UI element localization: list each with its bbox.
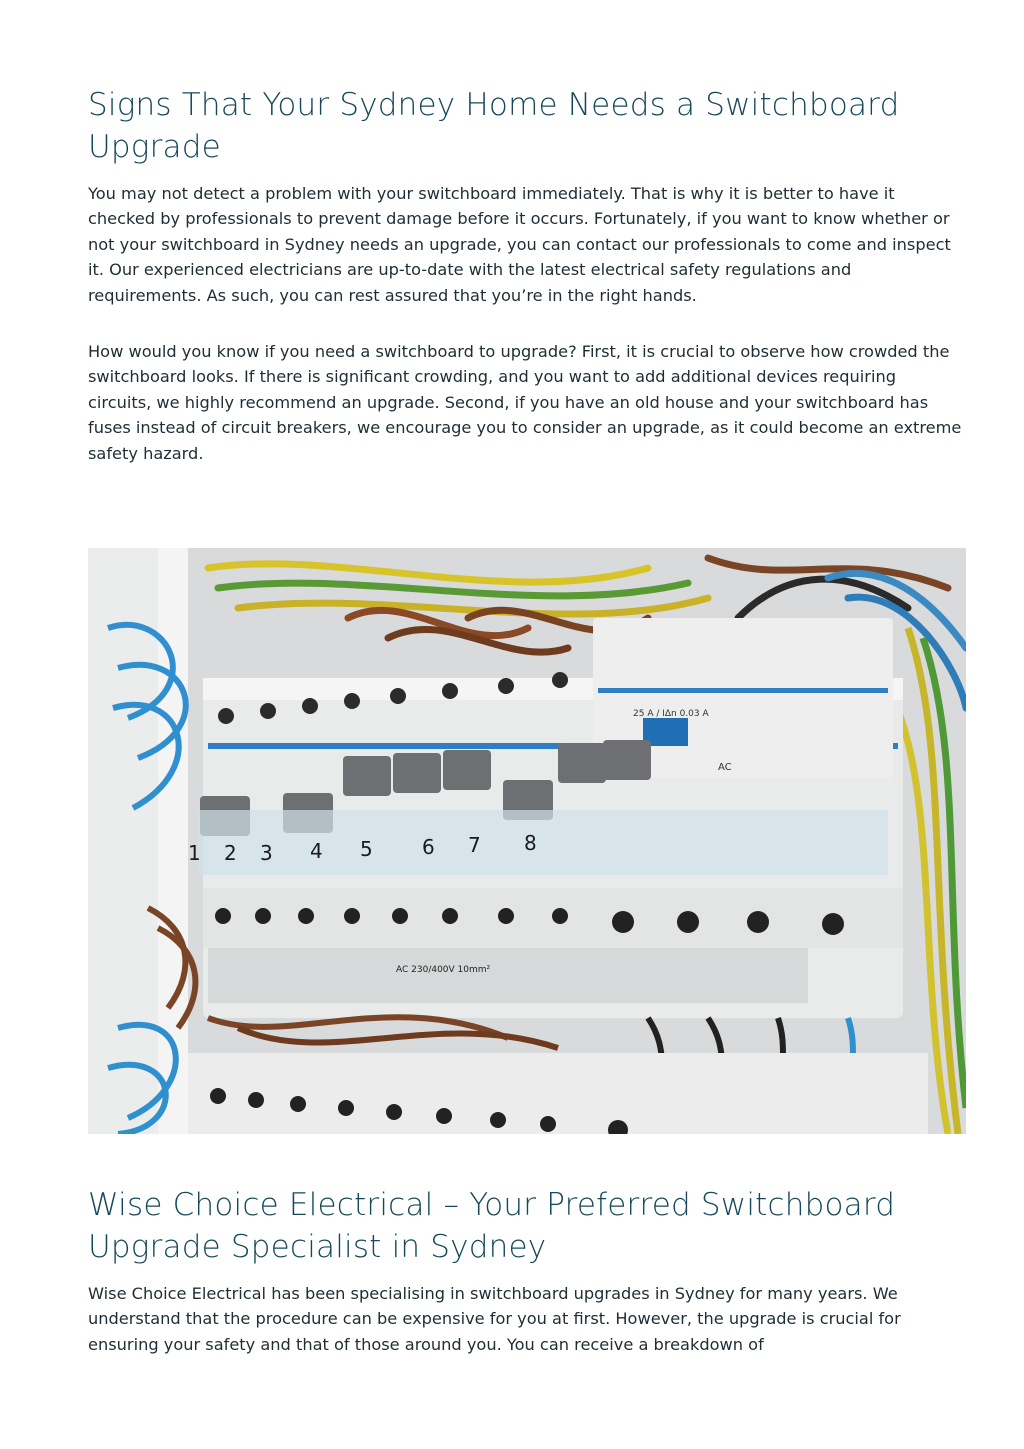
section-title-signs: Signs That Your Sydney Home Needs a Switchboard Upgrade (88, 87, 900, 165)
upgrade-signs-paragraph: How would you know if you need a switchboard to upgrade? First, it is crucial to observe how crowded the switchboard looks. If there is significant crowding, and you want to add additional devices requiring circuits, we highly recommend an upgrade. Second, if you have an old house and your switchboard has fuses instead of circuit breakers, we encourage you to consider an upgrade, as it could become an extreme safety hazard. (88, 342, 962, 463)
breaker-number-2: 2 (224, 841, 237, 865)
breaker-number-6: 6 (422, 835, 435, 859)
wise-choice-paragraph: Wise Choice Electrical has been specialising in switchboard upgrades in Sydney for many years. We understand that the procedure can be expensive for you at first. However, the upgrade is crucial for ensuring your safety and that of those around you. You can receive a breakdown of (88, 1284, 901, 1354)
breaker-number-3: 3 (260, 841, 273, 865)
intro-paragraph: You may not detect a problem with your switchboard immediately. That is why it is better to have it checked by professionals to prevent damage before it occurs. Fortunately, if you want to know whether or not your switchboard in Sydney needs an upgrade, you can contact our professionals to come and inspect it. Our experienced electricians are up-to-date with the latest electrical safety regulations and requirements. As such, you can rest assured that you’re in the right hands. (88, 184, 951, 305)
breaker-number-4: 4 (310, 839, 323, 863)
switchboard-photo (88, 548, 966, 1134)
section-title-wise-choice: Wise Choice Electrical – Your Preferred Switchboard Upgrade Specialist in Sydney (88, 1187, 896, 1265)
rail-label: AC 230/400V 10mm² (396, 965, 491, 975)
breaker-number-1: 1 (188, 841, 201, 865)
rcd-rating-label: 25 A / IΔn 0.03 A (633, 709, 709, 719)
breaker-number-5: 5 (360, 837, 373, 861)
breaker-number-8: 8 (524, 831, 537, 855)
rcd-mark: AC (718, 762, 732, 773)
breaker-number-7: 7 (468, 833, 481, 857)
